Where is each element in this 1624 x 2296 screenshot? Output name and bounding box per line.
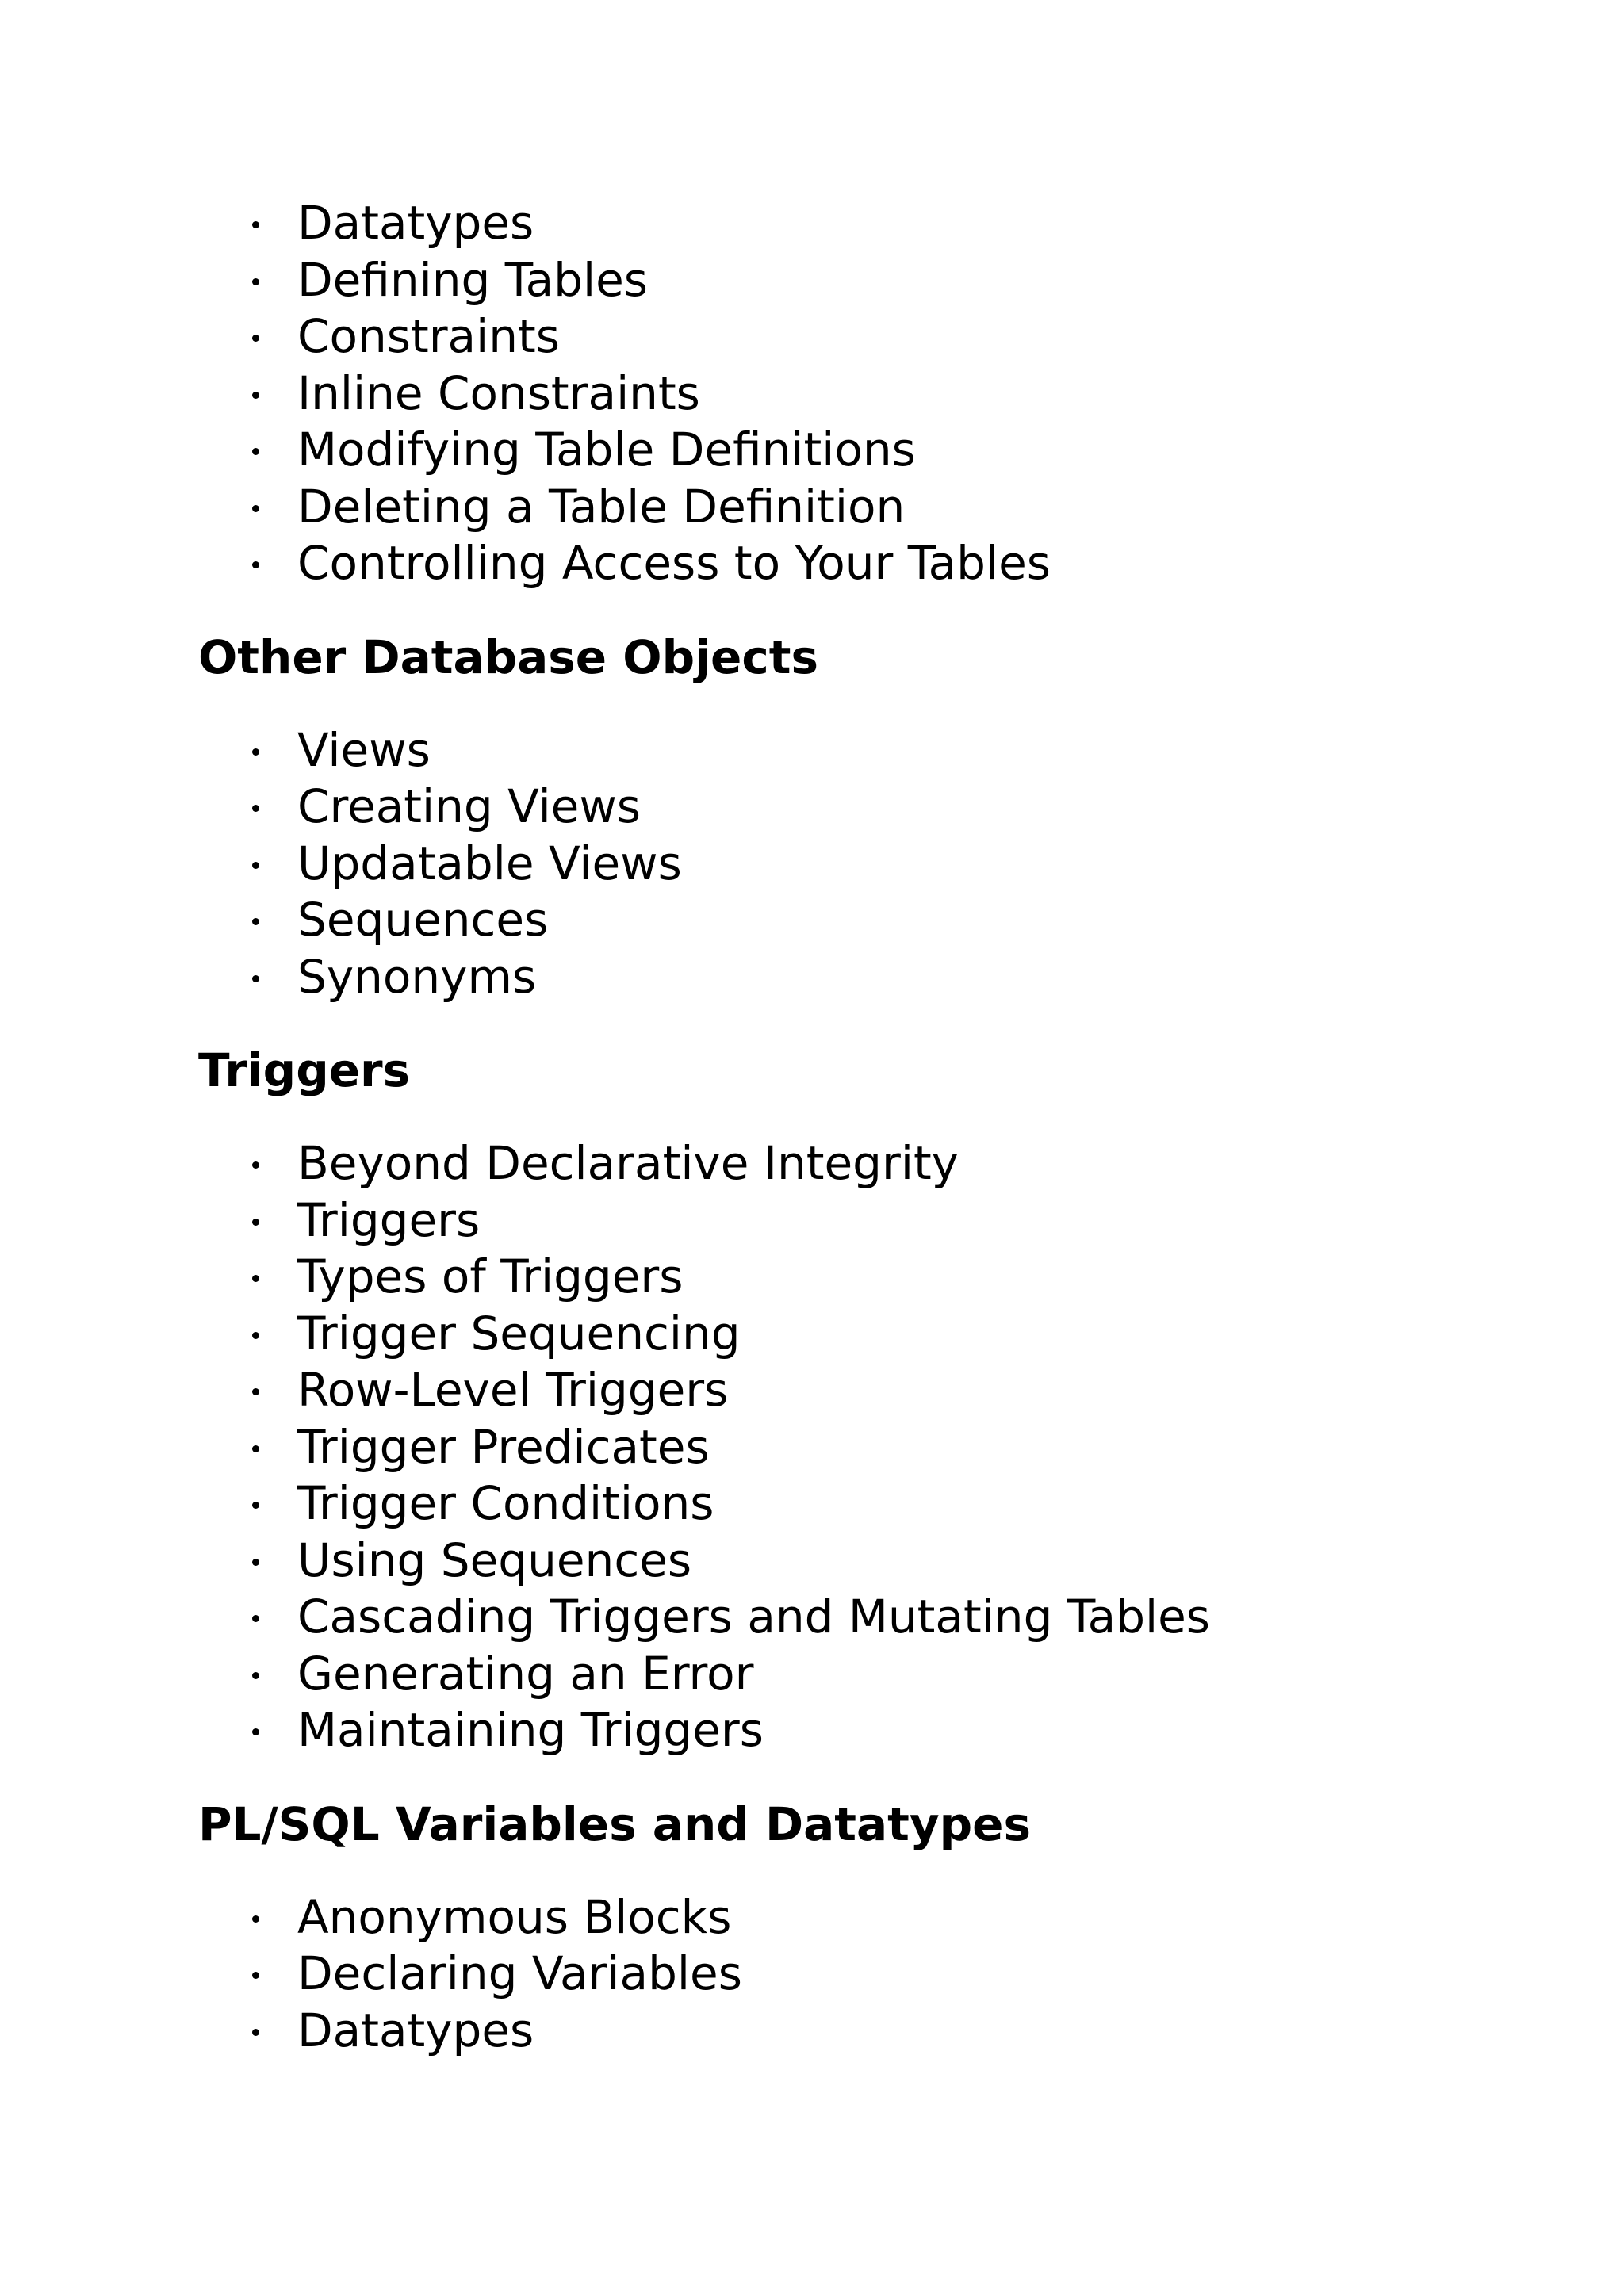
list-item-label: Using Sequences xyxy=(297,1533,692,1587)
bullet-icon xyxy=(252,278,259,285)
list-item xyxy=(198,949,1546,1006)
list-item xyxy=(198,1362,1546,1419)
list-item-label: Synonyms xyxy=(297,949,537,1004)
bullet-icon xyxy=(252,1615,259,1622)
bullet-icon xyxy=(252,748,259,756)
list-item xyxy=(198,479,1546,536)
bullet-icon xyxy=(252,1388,259,1395)
section-heading-other-database-objects: Other Database Objects xyxy=(198,629,818,684)
bullet-icon xyxy=(252,1161,259,1169)
list-item-label: Trigger Sequencing xyxy=(297,1306,741,1360)
list-item-label: Beyond Declarative Integrity xyxy=(297,1136,959,1190)
list-item xyxy=(198,252,1546,309)
list-item xyxy=(198,1249,1546,1306)
bullet-icon xyxy=(252,862,259,869)
list-item xyxy=(198,1646,1546,1703)
list-item-label: Generating an Error xyxy=(297,1646,754,1701)
page-content xyxy=(198,195,1546,2059)
list-item xyxy=(198,422,1546,479)
list-item-label: Cascading Triggers and Mutating Tables xyxy=(297,1590,1211,1644)
bullet-icon xyxy=(252,975,259,982)
bullet-icon xyxy=(252,392,259,399)
list-item xyxy=(198,308,1546,365)
list-item-label: Views xyxy=(297,722,431,777)
bullet-icon xyxy=(252,1672,259,1679)
list-item-label: Inline Constraints xyxy=(297,365,700,420)
bullet-icon xyxy=(252,1445,259,1452)
list-item-label: Constraints xyxy=(297,309,560,363)
bullet-icon xyxy=(252,1728,259,1735)
bullet-icon xyxy=(252,1219,259,1226)
list-item-label: Deleting a Table Definition xyxy=(297,479,906,534)
bullet-icon xyxy=(252,1502,259,1509)
list-item-label: Updatable Views xyxy=(297,836,682,890)
list-item-label: Datatypes xyxy=(297,196,534,250)
bullet-icon xyxy=(252,1332,259,1339)
list-item-label: Defining Tables xyxy=(297,252,648,307)
list-item-label: Modifying Table Definitions xyxy=(297,423,916,476)
list-item-label: Trigger Predicates xyxy=(297,1419,710,1474)
bullet-icon xyxy=(252,221,259,228)
list-item xyxy=(198,1475,1546,1533)
list-item-label: Types of Triggers xyxy=(297,1249,684,1303)
bullet-icon xyxy=(252,1275,259,1282)
list-item xyxy=(198,195,1546,252)
list-item-label: Trigger Conditions xyxy=(297,1476,714,1530)
bullet-icon xyxy=(252,918,259,925)
list-item xyxy=(198,1889,1546,1946)
list-item xyxy=(198,365,1546,423)
section-heading-triggers: Triggers xyxy=(198,1043,411,1097)
list-item xyxy=(198,1702,1546,1759)
list-item-label: Sequences xyxy=(297,893,549,947)
list-item xyxy=(198,836,1546,893)
list-item xyxy=(198,535,1546,592)
topic-list-tables xyxy=(198,195,1546,592)
bullet-icon xyxy=(252,448,259,455)
list-item xyxy=(198,1192,1546,1249)
topic-list-triggers xyxy=(198,1135,1546,1759)
list-item-label: Triggers xyxy=(297,1192,481,1247)
list-item xyxy=(198,1135,1546,1192)
list-item xyxy=(198,1946,1546,2003)
list-item xyxy=(198,1589,1546,1646)
list-item xyxy=(198,1533,1546,1590)
bullet-icon xyxy=(252,505,259,512)
list-item-label: Controlling Access to Your Tables xyxy=(297,536,1051,590)
list-item xyxy=(198,2003,1546,2060)
bullet-icon xyxy=(252,1559,259,1566)
list-item xyxy=(198,892,1546,949)
list-item-label: Maintaining Triggers xyxy=(297,1703,764,1757)
list-item-label: Row-Level Triggers xyxy=(297,1363,729,1417)
list-item-label: Datatypes xyxy=(297,2003,534,2057)
topic-list-plsql-variables xyxy=(198,1889,1546,2060)
list-item xyxy=(198,1419,1546,1476)
bullet-icon xyxy=(252,805,259,812)
list-item xyxy=(198,779,1546,836)
list-item-label: Anonymous Blocks xyxy=(297,1889,732,1944)
list-item-label: Declaring Variables xyxy=(297,1946,742,2000)
bullet-icon xyxy=(252,2029,259,2036)
bullet-icon xyxy=(252,561,259,568)
bullet-icon xyxy=(252,1972,259,1979)
list-item-label: Creating Views xyxy=(297,779,642,833)
list-item xyxy=(198,722,1546,779)
bullet-icon xyxy=(252,335,259,342)
bullet-icon xyxy=(252,1915,259,1923)
topic-list-other-database-objects xyxy=(198,722,1546,1006)
list-item xyxy=(198,1306,1546,1363)
section-heading-plsql-variables-and-datatypes: PL/SQL Variables and Datatypes xyxy=(198,1797,1032,1851)
